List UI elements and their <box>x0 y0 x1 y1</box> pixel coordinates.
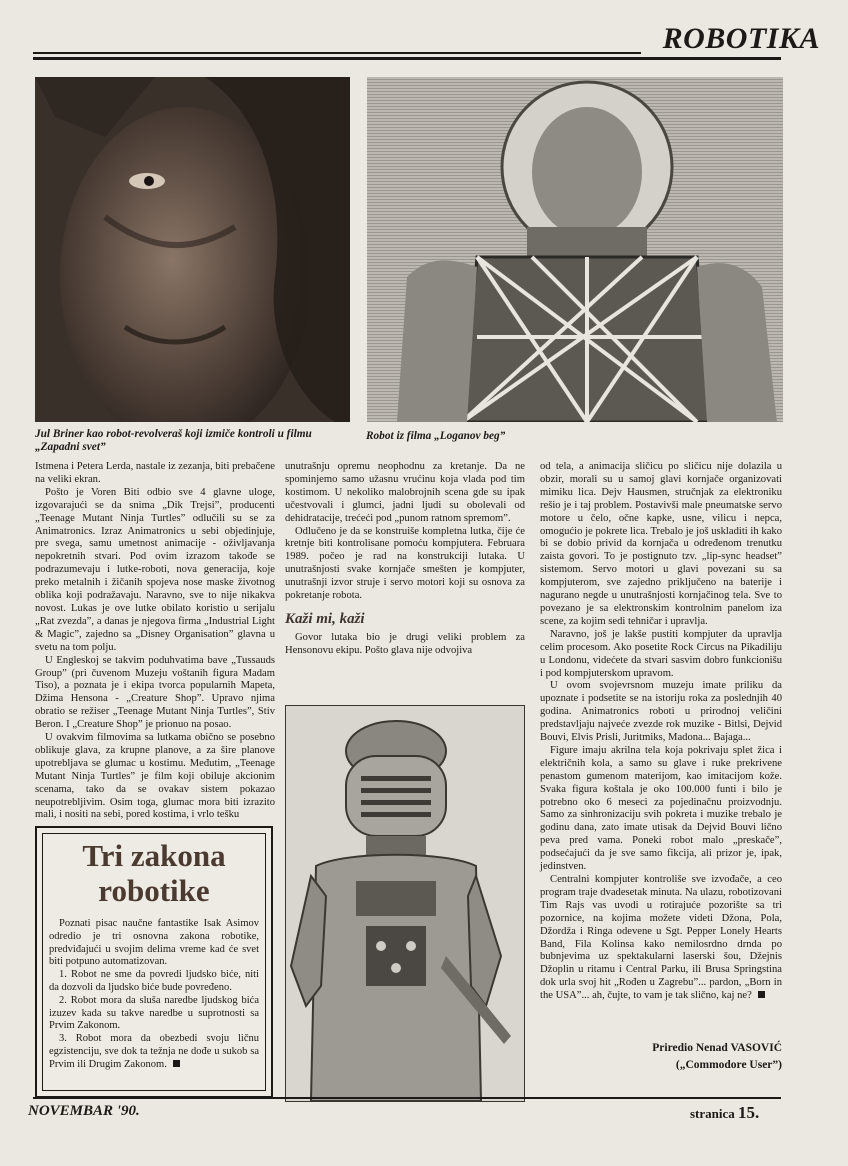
photo-face-illustration <box>35 77 350 422</box>
photo-toy-robot-illustration <box>286 706 524 1101</box>
law-item-text: 3. Robot mora da obezbedi svoju ličnu egzistenciju, sve dok ta težnja ne dođe u sukob sa Prvim ili Drugim Zakonom. <box>49 1033 259 1070</box>
article-column-3 <box>540 461 782 1003</box>
law-item: 1. Robot ne sme da povredi ljudsko biće, niti da dozvoli da ljudsko biće bude povređeno. <box>49 969 259 993</box>
paragraph: U ovom svojevrsnom muzeju imate priliku da upoznate i podsetite se na istoriju roka za poslednjih 40 godina. Animatronics roboti u prirodnoj veličini predstavljaju najveće zvezde rok muzike - Bitlsi, Dejvid Bouvi, Elvis Prisli, Juritmiks, Madona... Bajaga... <box>540 680 782 744</box>
author-name: Priredio Nenad VASOVIĆ <box>652 1042 782 1054</box>
sidebar-box-title-line: robotike <box>98 873 210 908</box>
paragraph: U Engleskoj se takvim poduhvatima bave „Tussauds Group” (pri čuvenom Muzeju voštanih figura Madam Tiso), a poznata je i ekipa tvorca popularnih Mapeta, Džima Hensona - „Creature Shop”. Upravo njima obratio se režiser „Teenage Mutant Ninja Turtles”, Stiv Beron. I „Creature Shop” je prionuo na posao. <box>35 654 275 731</box>
paragraph: Istmena i Petera Lerda, nastale iz zezanja, biti prebačene na veliki ekran. <box>35 461 275 485</box>
paragraph-text: Centralni kompjuter kontroliše sve izvođače, a ceo program traje dvadesetak minuta. Na ulazu, robotizovani Tim Rajs vas uvodi u rotirajuće pozorište sa tri pozornice, na kojima možete videti Džona, Pola, Džordža i Ringa odevene u Sgt. Pepper Lonely Hearts Band, Fila Kolinsa kako nemilosrdno drnda po bubnjevima uz spektakularni laserski šou, Džejnis Džoplin u ritamu i Central Parku, ili Brusa Springstina dok urla svoj hit „Rođen u Zagrebu”... pardon, „Born in the USA”... ah, čujte, to vam je tak slično, kaj ne? <box>540 874 782 1002</box>
paragraph: od tela, a animacija sličicu po sličicu nije dolazila u obzir, morali su u samoj glavi kornjače organizovati mimiku lica. Dejv Hausmen, stručnjak za elektroniku rešio je i taj problem. Postavivši male pneumatske servo motore u čelo, očne kapke, usne, vilicu i nepca, omogućio je pokrete lica. Trebalo je još uskladiti ih kako bi se dobio privid da kornjača u određenom trenutku zaista govori. To je postignuto tzv. „lip-sync headset” sistemom. Servo motori u glavi povezani su sa kompjuterom, sve zajedno priključeno na baterije i nagurano negde u unutrašnjosti kornjačinog tela. Sve to povezano je sa elektronskim kontrolnim panelom iza scene, za kojim sedi tehničar i upravlja. <box>540 461 782 627</box>
sidebar-box-title <box>37 838 271 908</box>
end-mark-icon <box>758 991 765 998</box>
photo-robot-illustration <box>367 77 783 422</box>
paragraph: Govor lutaka bio je drugi veliki problem za Hensonovu ekipu. Pošto glava nije odvojiva <box>285 631 525 656</box>
paragraph: Pošto je Voren Biti odbio sve 4 glavne uloge, izgovarajući se da snima „Dik Trejsi”, producenti „Teenage Mutant Ninja Turtles” odlučili su se za Animatronics. Izraz Animatronics u sebi objedinjuje, pre svega, samu umetnost animacije - oživljavanja nepokretnih stvari. Pod ovim izrazom takođe se podrazumevaju i lutke-roboti, nova generacija, koje preko metalnih i žičanih spojeva nose maske životnog oblika koji podražavaju. Naravno, sve to nije nikakva novost. Lukas je ove lutke obilato koristio u serijalu „Rat zvezda”, a danas je njegova firma „Industrial Light & Magic”, zajedno sa „Disney Organisation” glavna u svetu na tom polju. <box>35 486 275 653</box>
page-label: stranica <box>690 1106 735 1121</box>
photo-toy-robot <box>285 705 525 1102</box>
page-number: 15. <box>738 1103 760 1122</box>
paragraph: Odlučeno je da se konstruiše kompletna lutka, čije će kretnje biti kontrolisane pomoću kompjutera. Februara 1989. počeo je rad na konstrukciji lutaka. U unutrašnjosti svake kornjače smešten je kompjuter, unutrašnji izvor struje i servo motori koji su osnova za pokretanje robota. <box>285 525 525 602</box>
footer-rule <box>33 1097 781 1099</box>
photo-yul-brynner <box>35 77 350 422</box>
article-column-2 <box>285 461 525 658</box>
issue-date: NOVEMBAR '90. <box>28 1103 140 1119</box>
header-rule-thin <box>33 52 641 54</box>
sidebar-box-three-laws <box>35 826 273 1098</box>
paragraph <box>540 874 782 1003</box>
article-column-1 <box>35 461 275 822</box>
paragraph: Figure imaju akrilna tela koja pokrivaju splet žica i električnih kola, a samo su glave i ruke prekrivene penastom gumenom materijom, kao imitacijom kože. Svaka figura koštala je oko 100.000 funti i bilo je potrebno oko 6 meseci za pojedinačnu proizvodnju. Samo za sinhronizaciju svih pokreta i muzike trebalo je godinu dana, zato imate utisak da Dejvid Bouvi lično peva pred vama. Poneki robot malo „preskače”, podsećajući da je sve samo fikcija, ali prizor je, ipak, jedinstven. <box>540 744 782 873</box>
photo-caption-right: Robot iz filma „Loganov beg” <box>366 430 506 442</box>
law-item: 2. Robot mora da sluša naredbe ljudskog bića izuzev kada su takve naredbe u suprotnosti sa Prvim Zakonom. <box>49 994 259 1032</box>
subheading: Kaži mi, kaži <box>285 610 365 627</box>
author-source: („Commodore User”) <box>675 1059 782 1071</box>
paragraph: Poznati pisac naučne fantastike Isak Asimov odredio je tri osnovna zakona robotike, predviđajući u svojim delima vreme kad će svet biti potpuno automatizovan. <box>49 918 259 968</box>
author-signature <box>600 1040 782 1074</box>
paragraph: Naravno, još je lakše pustiti kompjuter da upravlja celim procesom. Ako posetite Rock Circus na Pikadiliju u Londonu, videćete da stvari sasvim dobro funkcionišu i pod kompjuterskom upravom. <box>540 628 782 679</box>
page-number-block <box>690 1103 759 1123</box>
end-mark-icon <box>173 1060 180 1067</box>
photo-caption-left: Jul Briner kao robot-revolveraš koji izmiče kontroli u filmu „Zapadni svet” <box>35 428 312 453</box>
header-rule-thick <box>33 57 781 60</box>
law-item <box>49 1033 259 1071</box>
paragraph: U ovakvim filmovima sa lutkama obično se posebno oblikuje glava, za krupne planove, a za šire planove upotrebljava se glumac u kostimu. Međutim, „Teenage Mutant Ninja Turtles” je film koji obiluje akcionim scenama, tako da se ovakav sistem pokazao neupotrebljivim. Osim toga, glumac mora biti izrazito mali, i nositi na sebi, pored kostima, i vrlo tešku <box>35 732 275 821</box>
sidebar-box-body <box>49 918 259 1072</box>
photo-logans-run-robot <box>367 77 783 422</box>
section-title: ROBOTIKA <box>662 22 820 55</box>
paragraph: unutrašnju opremu neophodnu za kretanje. Da ne spominjemo samo užasnu vrućinu koja vlada pod tim kostimom. U nekoliko malobrojnih scena gde su ipak učestvovali i glumci, jadni ljudi su obolevali od dehidratacije, trećeći pod „punom ratnom spremom”. <box>285 461 525 524</box>
sidebar-box-title-line: Tri zakona <box>82 838 226 873</box>
